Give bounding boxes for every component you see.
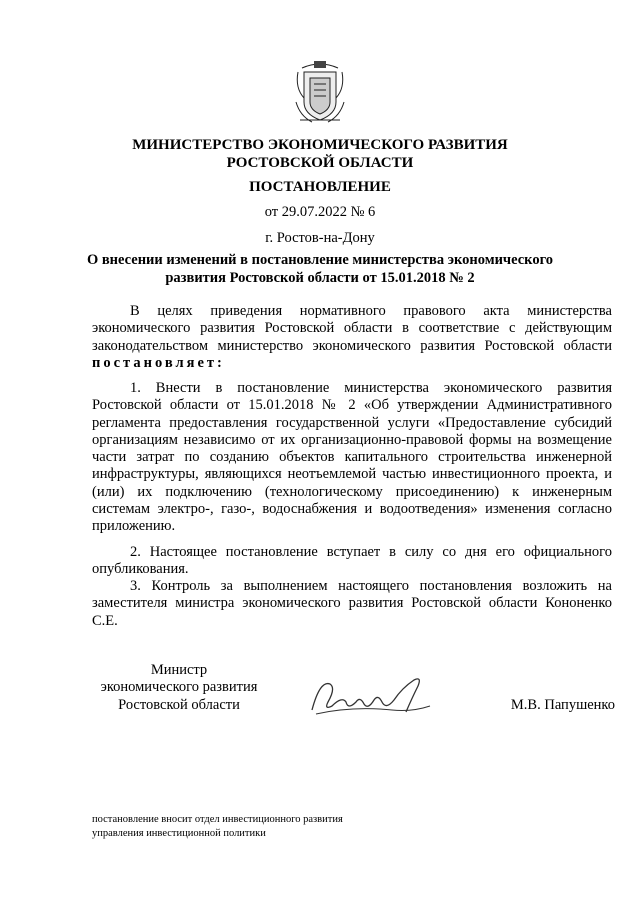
item-3-paragraph: 3. Контроль за выполнением настоящего постановления возложить на заместителя министра экономического развития Ростовской области Кононенко С.Е. [92, 578, 612, 629]
signatory-title [84, 662, 274, 714]
footer-line-2: управления инвестиционной политики [92, 828, 266, 839]
signatory-title-line-2: экономического развития [100, 679, 258, 696]
footer-note [92, 813, 452, 841]
footer-line-1: постановление вносит отдел инвестиционного развития [92, 814, 343, 825]
signatory-name: М.В. Папушенко [510, 697, 615, 713]
document-type: ПОСТАНОВЛЕНИЕ [249, 179, 391, 195]
ministry-line-2: РОСТОВСКОЙ ОБЛАСТИ [226, 155, 414, 171]
decree-word: постановляет: [92, 354, 225, 371]
item-1-paragraph: 1. Внести в постановление министерства экономического развития Ростовской области от 15.01.2018 № 2 «Об утверждении Административного регламента предоставления государственной услуги «Предоставление субсидий организациям независимо от их организационно-правовой формы на возмещение части затрат по созданию объектов капитального строительства инженерной инфраструктуры, являющихся неотъемлемой частью инвестиционного проекта, и (или) их подключению (технологическому присоединению) к инженерным системам электро-, газо-, водоснабжения и водоотведения» изменения согласно приложению. [92, 380, 612, 535]
ministry-heading [60, 136, 580, 172]
coat-of-arms-emblem [292, 58, 348, 126]
preamble-paragraph [92, 303, 612, 372]
document-date-number: от 29.07.2022 № 6 [264, 204, 376, 220]
ministry-line-1: МИНИСТЕРСТВО ЭКОНОМИЧЕСКОГО РАЗВИТИЯ [132, 137, 508, 153]
document-city: г. Ростов-на-Дону [265, 230, 375, 246]
item-2-paragraph: 2. Настоящее постановление вступает в силу со дня его официального опубликования. [92, 544, 612, 578]
preamble-text: В целях приведения нормативного правового акта министерства экономического развития Ростовской области в соответствие с действующим законодательством министерство экономического развития Ростовской области [92, 303, 612, 354]
document-subject: О внесении изменений в постановление министерства экономического развития Ростовской области от 15.01.2018 № 2 [86, 252, 554, 286]
signatory-title-line-1: Министр [150, 662, 208, 678]
handwritten-signature [302, 666, 442, 726]
signatory-title-line-3: Ростовской области [118, 696, 240, 713]
